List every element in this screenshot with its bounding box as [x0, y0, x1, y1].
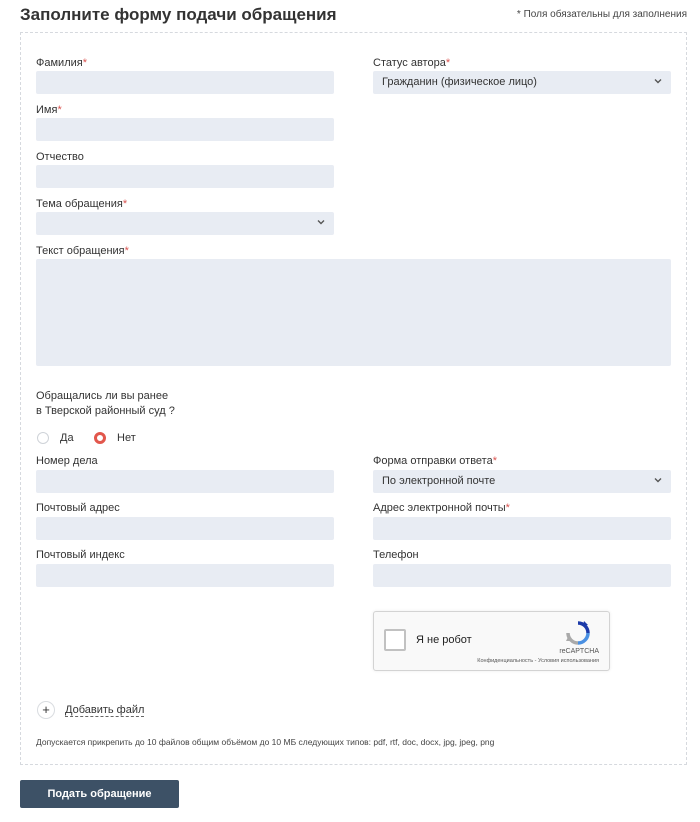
response-form-value: По электронной почте: [382, 475, 496, 487]
chevron-down-icon: [654, 476, 662, 484]
message-textarea[interactable]: [36, 259, 671, 366]
postal-address-label: Почтовый адрес: [36, 502, 120, 514]
topic-label: Тема обращения*: [36, 198, 128, 210]
page-title: Заполните форму подачи обращения: [20, 5, 337, 24]
add-file-button[interactable]: [37, 701, 55, 719]
radio-no[interactable]: [94, 432, 106, 444]
response-form-select[interactable]: [373, 470, 671, 493]
add-file-link[interactable]: Добавить файл: [65, 704, 145, 716]
last-name-input[interactable]: [36, 71, 334, 94]
first-name-label: Имя*: [36, 104, 62, 116]
chevron-down-icon: [654, 77, 662, 85]
radio-yes[interactable]: [37, 432, 49, 444]
case-number-input[interactable]: [36, 470, 334, 493]
attachment-hint: Допускается прикрепить до 10 файлов общим объёмом до 10 МБ следующих типов: pdf, rtf, doc, docx, jpg, jpeg, png: [36, 737, 495, 747]
email-input[interactable]: [373, 517, 671, 540]
topic-select[interactable]: [36, 212, 334, 235]
postal-code-label: Почтовый индекс: [36, 549, 125, 561]
prior-appeal-question-line1: Обращались ли вы ранее: [36, 390, 169, 402]
phone-input[interactable]: [373, 564, 671, 587]
postal-code-input[interactable]: [36, 564, 334, 587]
author-status-label: Статус автора*: [373, 57, 451, 69]
radio-no-label: Нет: [117, 432, 136, 444]
prior-appeal-question-line2: в Тверской районный суд ?: [36, 405, 175, 417]
required-fields-note: * Поля обязательны для заполнения: [516, 9, 687, 20]
patronymic-label: Отчество: [36, 151, 84, 163]
recaptcha-privacy-links[interactable]: Конфиденциальность - Условия использования: [477, 658, 599, 664]
chevron-down-icon: [317, 218, 325, 226]
recaptcha-brand: reCAPTCHA: [559, 648, 599, 655]
plus-icon: +: [42, 702, 50, 717]
author-status-select[interactable]: [373, 71, 671, 94]
recaptcha-checkbox[interactable]: [384, 629, 406, 651]
postal-address-input[interactable]: [36, 517, 334, 540]
author-status-value: Гражданин (физическое лицо): [382, 76, 537, 88]
recaptcha-widget: [373, 611, 610, 671]
radio-yes-label: Да: [60, 432, 74, 444]
phone-label: Телефон: [373, 549, 419, 561]
email-label: Адрес электронной почты*: [373, 502, 510, 514]
patronymic-input[interactable]: [36, 165, 334, 188]
submit-button[interactable]: Подать обращение: [20, 780, 179, 808]
recaptcha-logo-icon: [565, 620, 591, 646]
case-number-label: Номер дела: [36, 455, 98, 467]
message-label: Текст обращения*: [36, 245, 129, 257]
recaptcha-label: Я не робот: [416, 634, 472, 646]
response-form-label: Форма отправки ответа*: [373, 455, 497, 467]
first-name-input[interactable]: [36, 118, 334, 141]
last-name-label: Фамилия*: [36, 57, 87, 69]
